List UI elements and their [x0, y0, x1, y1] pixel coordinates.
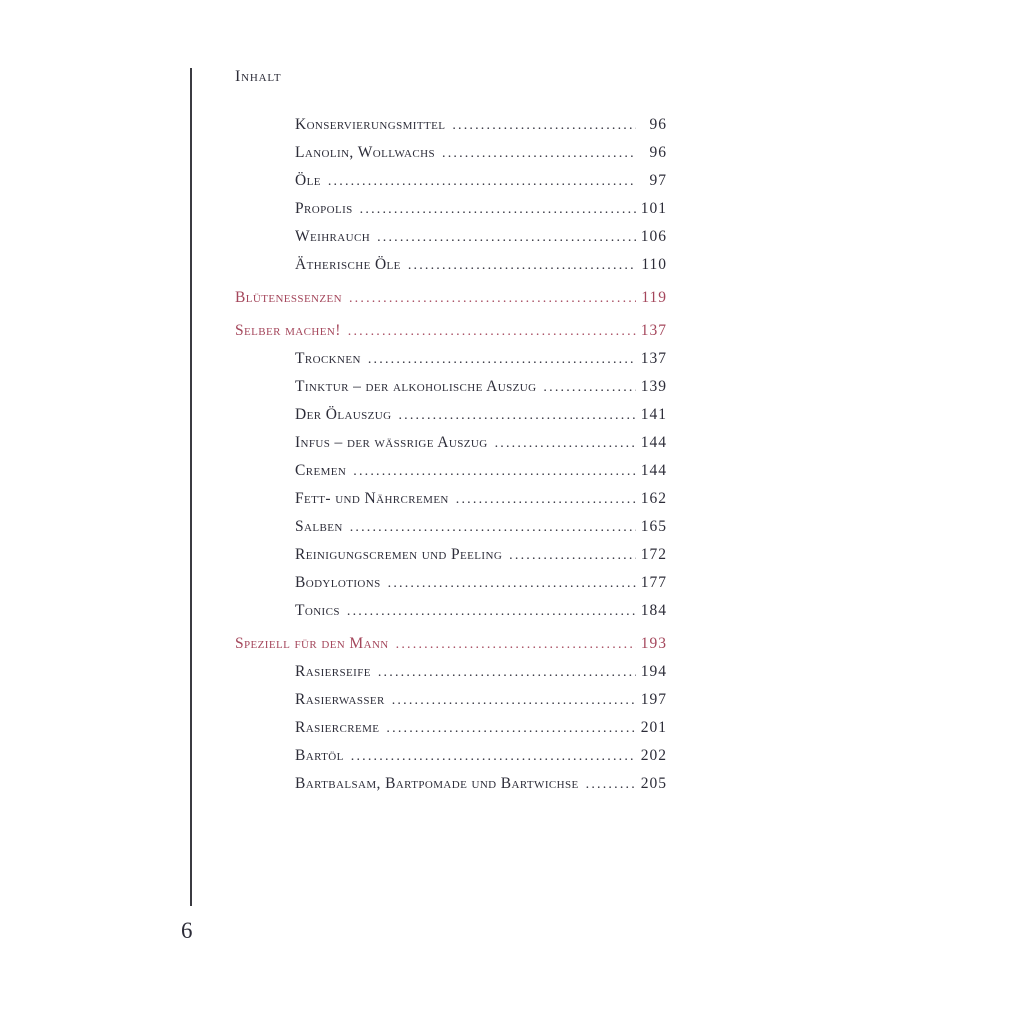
- dot-leader: [360, 196, 636, 223]
- toc-entry-page: 119: [641, 289, 667, 306]
- dot-leader: [378, 659, 636, 686]
- toc-entry-label: Propolis: [295, 200, 353, 217]
- dot-leader: [392, 687, 636, 714]
- toc-entry: [235, 223, 667, 251]
- dot-leader: [328, 168, 636, 195]
- toc-entry-label: Der Ölauszug: [295, 406, 392, 423]
- toc-entry-label: Speziell für den Mann: [235, 635, 389, 652]
- toc-entry-page: 137: [640, 322, 667, 339]
- toc-entry-page: 144: [640, 434, 667, 451]
- toc-entry-label: Reinigungscremen und Peeling: [295, 546, 503, 563]
- toc-entry: [235, 658, 667, 686]
- toc-entry-page: 202: [640, 747, 667, 764]
- toc-entry-page: 205: [640, 775, 667, 792]
- toc-entry-label: Bartbalsam, Bartpomade und Bartwichse: [295, 775, 579, 792]
- toc-entry: [235, 485, 667, 513]
- toc-entry: [235, 429, 667, 457]
- toc-entry-label: Salben: [295, 518, 343, 535]
- dot-leader: [495, 430, 636, 457]
- dot-leader: [348, 318, 636, 345]
- toc-entry-label: Rasierseife: [295, 663, 371, 680]
- dot-leader: [351, 743, 636, 770]
- toc-entry: [235, 597, 667, 625]
- toc-entry-page: 97: [649, 172, 667, 189]
- toc-entry-page: 172: [640, 546, 667, 563]
- dot-leader: [368, 346, 636, 373]
- toc-entry-page: 162: [640, 490, 667, 507]
- toc-entry-page: 197: [640, 691, 667, 708]
- toc-entry-page: 165: [640, 518, 667, 535]
- folio-page-number: 6: [181, 918, 193, 943]
- toc-list: [235, 111, 667, 798]
- dot-leader: [452, 112, 636, 139]
- toc-entry: [235, 195, 667, 223]
- toc-entry: [235, 630, 667, 658]
- toc-entry-page: 96: [649, 116, 667, 133]
- toc-entry: [235, 541, 667, 569]
- toc-entry-page: 184: [640, 602, 667, 619]
- dot-leader: [350, 514, 636, 541]
- toc-content: [235, 69, 667, 798]
- toc-entry: [235, 686, 667, 714]
- toc-entry-page: 144: [640, 462, 667, 479]
- toc-entry-label: Cremen: [295, 462, 347, 479]
- toc-entry: [235, 401, 667, 429]
- dot-leader: [353, 458, 636, 485]
- toc-entry-page: 96: [649, 144, 667, 161]
- toc-entry-label: Trocknen: [295, 350, 361, 367]
- toc-entry-label: Öle: [295, 172, 321, 189]
- dot-leader: [398, 402, 635, 429]
- toc-entry-label: Selber machen!: [235, 322, 341, 339]
- toc-entry-label: Infus – der wässrige Auszug: [295, 434, 488, 451]
- toc-entry: [235, 770, 667, 798]
- toc-entry-label: Weihrauch: [295, 228, 371, 245]
- toc-entry: [235, 742, 667, 770]
- toc-entry-page: 201: [640, 719, 667, 736]
- toc-entry-page: 101: [640, 200, 667, 217]
- dot-leader: [349, 285, 636, 312]
- dot-leader: [543, 374, 635, 401]
- toc-entry: [235, 317, 667, 345]
- dot-leader: [377, 224, 636, 251]
- toc-entry: [235, 373, 667, 401]
- toc-entry-page: 106: [640, 228, 667, 245]
- toc-entry-label: Tonics: [295, 602, 340, 619]
- left-margin-rule: [190, 68, 192, 906]
- toc-entry-label: Ätherische Öle: [295, 256, 401, 273]
- toc-entry: [235, 345, 667, 373]
- toc-entry: [235, 139, 667, 167]
- toc-entry-label: Tinktur – der alkoholische Auszug: [295, 378, 537, 395]
- toc-entry-page: 139: [640, 378, 667, 395]
- toc-entry: [235, 513, 667, 541]
- dot-leader: [456, 486, 636, 513]
- toc-entry-label: Bodylotions: [295, 574, 381, 591]
- dot-leader: [396, 631, 636, 658]
- toc-entry: [235, 284, 667, 312]
- toc-entry: [235, 111, 667, 139]
- toc-entry-page: 177: [640, 574, 667, 591]
- toc-entry: [235, 457, 667, 485]
- dot-leader: [408, 252, 636, 279]
- toc-entry-label: Bartöl: [295, 747, 344, 764]
- page-title: Inhalt: [235, 68, 282, 85]
- toc-entry-label: Rasierwasser: [295, 691, 385, 708]
- dot-leader: [388, 570, 636, 597]
- dot-leader: [347, 598, 636, 625]
- toc-entry-label: Rasiercreme: [295, 719, 380, 736]
- dot-leader: [586, 771, 636, 798]
- toc-entry-label: Fett- und Nährcremen: [295, 490, 449, 507]
- toc-entry-label: Konservierungsmittel: [295, 116, 446, 133]
- toc-entry-page: 110: [641, 256, 667, 273]
- toc-entry-page: 194: [640, 663, 667, 680]
- toc-entry-page: 141: [640, 406, 667, 423]
- toc-entry-page: 137: [640, 350, 667, 367]
- toc-entry-page: 193: [640, 635, 667, 652]
- dot-leader: [509, 542, 636, 569]
- toc-entry: [235, 569, 667, 597]
- toc-entry: [235, 251, 667, 279]
- dot-leader: [386, 715, 635, 742]
- dot-leader: [442, 140, 636, 167]
- toc-entry: [235, 167, 667, 195]
- toc-entry: [235, 714, 667, 742]
- toc-entry-label: Blütenessenzen: [235, 289, 342, 306]
- toc-entry-label: Lanolin, Wollwachs: [295, 144, 435, 161]
